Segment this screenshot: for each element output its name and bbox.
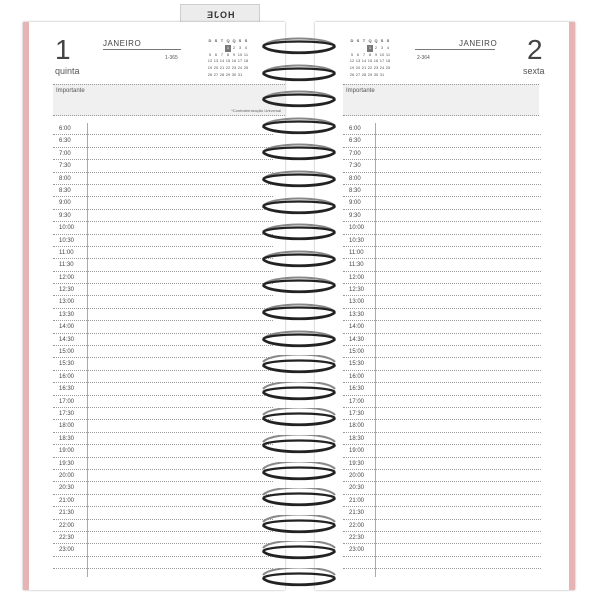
time-label: 21:30	[349, 510, 365, 517]
spiral-ring	[259, 63, 339, 83]
time-slot[interactable]	[343, 371, 541, 383]
calendar-day: 26	[207, 71, 213, 77]
time-label: 20:30	[59, 485, 75, 492]
calendar-day: 23	[231, 65, 237, 71]
time-slot[interactable]	[53, 148, 273, 160]
time-slot[interactable]	[53, 520, 273, 532]
calendar-day: 5	[208, 51, 212, 57]
time-label: 14:00	[349, 324, 365, 331]
calendar-day: 15	[225, 58, 231, 64]
time-label: 8:30	[349, 187, 361, 194]
calendar-day: 31	[379, 71, 385, 77]
calendar-day: 6	[214, 51, 218, 57]
calendar-day: 31	[237, 71, 243, 77]
time-slot[interactable]	[53, 420, 273, 432]
spiral-ring	[259, 142, 339, 162]
time-label: 8:00	[349, 175, 361, 182]
time-label: 16:00	[59, 373, 75, 380]
time-slot[interactable]	[53, 507, 273, 519]
calendar-day: 7	[362, 51, 366, 57]
time-slot[interactable]	[53, 445, 273, 457]
calendar-day: 25	[243, 65, 249, 71]
time-label: 19:00	[59, 448, 75, 455]
time-label: 15:30	[349, 361, 365, 368]
calendar-day: 3	[380, 44, 384, 50]
time-slot[interactable]	[343, 470, 541, 482]
calendar-day: S	[214, 38, 218, 43]
calendar-day: 1	[368, 44, 372, 50]
time-slot[interactable]	[53, 358, 273, 370]
time-label: 14:30	[59, 336, 75, 343]
time-slot[interactable]	[53, 544, 273, 556]
time-slot[interactable]	[53, 433, 273, 445]
time-label: 11:00	[349, 249, 364, 256]
calendar-day: 16	[231, 58, 237, 64]
time-label: 12:00	[349, 274, 365, 281]
time-label: 15:00	[59, 349, 75, 356]
calendar-day: 3	[238, 44, 242, 50]
time-label: 16:30	[349, 386, 365, 393]
time-slot[interactable]	[343, 309, 541, 321]
calendar-day: 19	[349, 65, 355, 71]
calendar-day: 14	[219, 58, 225, 64]
time-label: 8:00	[59, 175, 71, 182]
time-label: 18:00	[59, 423, 75, 430]
calendar-day: 11	[385, 51, 391, 57]
time-label: 22:30	[59, 534, 75, 541]
right-page-header	[315, 22, 569, 84]
calendar-day: 17	[237, 58, 243, 64]
time-slot[interactable]	[343, 235, 541, 247]
calendar-day: Q	[226, 38, 230, 43]
time-label: 9:30	[59, 212, 71, 219]
calendar-day: 12	[349, 58, 355, 64]
day-count: 1-365	[165, 55, 178, 61]
time-label: 18:30	[59, 435, 75, 442]
spiral-ring	[259, 435, 339, 455]
spiral-ring	[259, 568, 339, 588]
time-label: 21:30	[59, 510, 75, 517]
time-label: 9:00	[349, 200, 361, 207]
calendar-day: 22	[367, 65, 373, 71]
calendar-day	[243, 72, 249, 79]
calendar-day: 13	[213, 58, 219, 64]
calendar-day: S	[380, 38, 384, 43]
calendar-day: S	[356, 38, 360, 43]
time-label: 22:00	[59, 522, 75, 529]
time-label: 13:00	[59, 299, 75, 306]
time-slot[interactable]	[53, 321, 273, 333]
spiral-ring	[259, 196, 339, 216]
calendar-day: 27	[213, 71, 219, 77]
calendar-day: 12	[207, 58, 213, 64]
calendar-day: 7	[220, 51, 224, 57]
time-slot[interactable]	[53, 309, 273, 321]
time-slot[interactable]	[53, 495, 273, 507]
spiral-binding	[259, 36, 339, 592]
time-label: 15:30	[59, 361, 75, 368]
time-slot[interactable]	[343, 197, 541, 209]
left-page	[23, 22, 285, 590]
time-label: 7:00	[59, 150, 71, 157]
time-slot[interactable]	[53, 259, 273, 271]
time-label: 23:00	[349, 547, 365, 554]
time-slot[interactable]	[343, 123, 541, 135]
time-slot[interactable]	[343, 210, 541, 222]
spiral-ring	[259, 36, 339, 56]
time-label: 18:00	[349, 423, 365, 430]
calendar-day	[385, 72, 391, 79]
month-name: JANEIRO	[459, 39, 498, 48]
calendar-day: 8	[226, 51, 230, 57]
time-label: 6:00	[59, 126, 71, 132]
time-label: 22:30	[349, 534, 365, 541]
calendar-day: 15	[367, 58, 373, 64]
spiral-ring	[259, 355, 339, 375]
calendar-day: 26	[349, 71, 355, 77]
day-number: 2	[527, 34, 543, 65]
calendar-day: 28	[361, 71, 367, 77]
spiral-ring	[259, 89, 339, 109]
calendar-day: 14	[361, 58, 367, 64]
time-label: 14:00	[59, 324, 75, 331]
day-count: 2-364	[417, 55, 430, 61]
time-label: 9:00	[59, 200, 71, 207]
calendar-day: D	[208, 38, 212, 43]
calendar-day: 10	[237, 51, 243, 57]
calendar-day: 18	[243, 58, 249, 64]
importante-label: Importante	[56, 88, 85, 94]
calendar-day: 22	[225, 65, 231, 71]
time-label: 19:30	[349, 460, 365, 467]
time-slot[interactable]	[343, 222, 541, 234]
spiral-ring	[259, 249, 339, 269]
calendar-day: 21	[219, 65, 225, 71]
hoje-tab[interactable]: HOJE	[180, 4, 260, 22]
calendar-day: 2	[232, 44, 236, 50]
time-slot[interactable]	[343, 396, 541, 408]
calendar-day: 9	[232, 51, 236, 57]
calendar-day: 11	[243, 51, 249, 57]
time-slot[interactable]	[343, 358, 541, 370]
time-label: 20:00	[59, 472, 75, 479]
time-slot[interactable]	[343, 160, 541, 172]
time-label: 10:30	[349, 237, 365, 244]
time-slot[interactable]	[53, 197, 273, 209]
time-slot[interactable]	[53, 396, 273, 408]
calendar-day: S	[238, 38, 242, 43]
calendar-day: 10	[379, 51, 385, 57]
calendar-day: 20	[355, 65, 361, 71]
spiral-ring	[259, 382, 339, 402]
mini-calendar	[207, 38, 249, 79]
time-label: 13:30	[59, 311, 75, 318]
time-slot[interactable]	[53, 371, 273, 383]
time-slot[interactable]	[343, 520, 541, 532]
time-label: 17:00	[349, 398, 365, 405]
time-slots	[53, 123, 273, 569]
calendar-day: 30	[373, 71, 379, 77]
time-slot[interactable]	[343, 346, 541, 358]
spiral-ring	[259, 462, 339, 482]
time-label: 7:30	[349, 163, 361, 170]
time-slot[interactable]	[53, 185, 273, 197]
calendar-day: 13	[355, 58, 361, 64]
calendar-day: 2	[374, 44, 378, 50]
time-slot[interactable]	[53, 135, 273, 147]
calendar-day: 29	[225, 71, 231, 77]
time-slot[interactable]	[343, 185, 541, 197]
time-slot[interactable]	[53, 296, 273, 308]
holiday-note: *Confraternização Universal	[231, 108, 281, 113]
calendar-day: 1	[226, 44, 230, 50]
time-label: 22:00	[349, 522, 365, 529]
time-label: 9:30	[349, 212, 361, 219]
time-label: 20:30	[349, 485, 365, 492]
time-slot[interactable]	[343, 296, 541, 308]
calendar-day: Q	[368, 38, 372, 43]
calendar-day: 27	[355, 71, 361, 77]
time-label: 10:30	[59, 237, 75, 244]
time-label: 7:30	[59, 163, 71, 170]
time-label: 6:30	[59, 138, 71, 145]
time-divider	[375, 123, 376, 577]
day-number: 1	[55, 34, 71, 65]
importante-box[interactable]	[343, 84, 539, 116]
time-slot[interactable]	[53, 173, 273, 185]
time-slot[interactable]	[343, 173, 541, 185]
importante-box[interactable]	[53, 84, 285, 116]
time-label: 17:30	[59, 410, 75, 417]
calendar-day: 16	[373, 58, 379, 64]
time-label: 18:30	[349, 435, 365, 442]
time-label: 11:00	[59, 249, 74, 256]
calendar-day: S	[386, 38, 390, 43]
spiral-ring	[259, 116, 339, 136]
calendar-day: 30	[231, 71, 237, 77]
time-slot[interactable]	[343, 259, 541, 271]
time-label: 6:30	[349, 138, 361, 145]
time-slot[interactable]	[343, 334, 541, 346]
spiral-ring	[259, 222, 339, 242]
time-slot[interactable]	[343, 445, 541, 457]
time-label: 7:00	[349, 150, 361, 157]
calendar-day: 25	[385, 65, 391, 71]
time-label: 12:30	[59, 287, 75, 294]
calendar-day: T	[362, 38, 366, 43]
time-slot[interactable]	[343, 458, 541, 470]
time-slot[interactable]	[53, 557, 273, 569]
left-page-header	[29, 22, 285, 84]
time-slot[interactable]	[343, 482, 541, 494]
time-slot[interactable]	[343, 272, 541, 284]
calendar-day: 4	[244, 44, 248, 50]
calendar-day: D	[350, 38, 354, 43]
mini-calendar	[349, 38, 391, 79]
time-divider	[87, 123, 88, 577]
month-underline	[415, 49, 495, 50]
time-label: 19:00	[349, 448, 365, 455]
time-label: 16:00	[349, 373, 365, 380]
calendar-day: 6	[356, 51, 360, 57]
time-slot[interactable]	[53, 458, 273, 470]
time-label: 13:30	[349, 311, 365, 318]
time-label: 14:30	[349, 336, 365, 343]
time-slot[interactable]	[343, 544, 541, 556]
time-label: 21:00	[349, 497, 365, 504]
time-slot[interactable]	[343, 495, 541, 507]
calendar-day: 20	[213, 65, 219, 71]
time-label: 13:00	[349, 299, 365, 306]
time-label: 17:00	[59, 398, 75, 405]
time-label: 17:30	[349, 410, 365, 417]
right-page	[315, 22, 575, 590]
spiral-ring	[259, 275, 339, 295]
time-label: 6:00	[349, 126, 361, 132]
calendar-day: 8	[368, 51, 372, 57]
time-label: 23:00	[59, 547, 75, 554]
time-label: 15:00	[349, 349, 365, 356]
spiral-ring	[259, 169, 339, 189]
time-label: 10:00	[59, 225, 75, 232]
time-slot[interactable]	[343, 383, 541, 395]
calendar-day: Q	[374, 38, 378, 43]
spiral-ring	[259, 515, 339, 535]
time-slot[interactable]	[53, 383, 273, 395]
time-slot[interactable]	[53, 160, 273, 172]
spiral-ring	[259, 329, 339, 349]
calendar-day: S	[244, 38, 248, 43]
time-slot[interactable]	[343, 433, 541, 445]
calendar-day: 24	[237, 65, 243, 71]
calendar-day: 18	[385, 58, 391, 64]
time-slot[interactable]	[53, 222, 273, 234]
time-slot[interactable]	[343, 321, 541, 333]
time-slot[interactable]	[53, 235, 273, 247]
time-label: 12:30	[349, 287, 365, 294]
calendar-day: 24	[379, 65, 385, 71]
time-label: 12:00	[59, 274, 75, 281]
time-slot[interactable]	[53, 408, 273, 420]
time-slot[interactable]	[343, 408, 541, 420]
time-slot[interactable]	[343, 420, 541, 432]
time-slot[interactable]	[343, 507, 541, 519]
time-slot[interactable]	[53, 334, 273, 346]
spiral-ring	[259, 408, 339, 428]
month-name: JANEIRO	[103, 39, 142, 48]
time-slot[interactable]	[53, 247, 273, 259]
time-slot[interactable]	[53, 532, 273, 544]
day-name: sexta	[523, 66, 545, 76]
time-label: 10:00	[349, 225, 365, 232]
time-slot[interactable]	[53, 284, 273, 296]
time-slot[interactable]	[343, 284, 541, 296]
time-slot[interactable]	[53, 272, 273, 284]
time-slot[interactable]	[343, 532, 541, 544]
time-slot[interactable]	[343, 557, 541, 569]
time-label: 8:30	[59, 187, 71, 194]
calendar-day: 4	[386, 44, 390, 50]
time-label: 19:30	[59, 460, 75, 467]
calendar-day: Q	[232, 38, 236, 43]
time-slot[interactable]	[53, 470, 273, 482]
calendar-day: 9	[374, 51, 378, 57]
calendar-day: 23	[373, 65, 379, 71]
calendar-day: T	[220, 38, 224, 43]
spiral-ring	[259, 488, 339, 508]
time-label: 16:30	[59, 386, 75, 393]
calendar-day: 21	[361, 65, 367, 71]
time-slot[interactable]	[343, 148, 541, 160]
time-slot[interactable]	[343, 135, 541, 147]
spiral-ring	[259, 541, 339, 561]
time-slot[interactable]	[53, 346, 273, 358]
day-name: quinta	[55, 66, 80, 76]
spiral-ring	[259, 302, 339, 322]
time-label: 11:30	[59, 262, 74, 269]
time-slot[interactable]	[343, 247, 541, 259]
calendar-day: 19	[207, 65, 213, 71]
calendar-day: 5	[350, 51, 354, 57]
time-slot[interactable]	[53, 482, 273, 494]
time-slots	[343, 123, 541, 569]
month-underline	[103, 49, 181, 50]
time-slot[interactable]	[53, 210, 273, 222]
time-slot[interactable]	[53, 123, 273, 135]
calendar-day: 17	[379, 58, 385, 64]
time-label: 21:00	[59, 497, 75, 504]
calendar-day: 28	[219, 71, 225, 77]
time-label: 20:00	[349, 472, 365, 479]
calendar-day: 29	[367, 71, 373, 77]
time-label: 11:30	[349, 262, 364, 269]
importante-label: Importante	[346, 88, 375, 94]
